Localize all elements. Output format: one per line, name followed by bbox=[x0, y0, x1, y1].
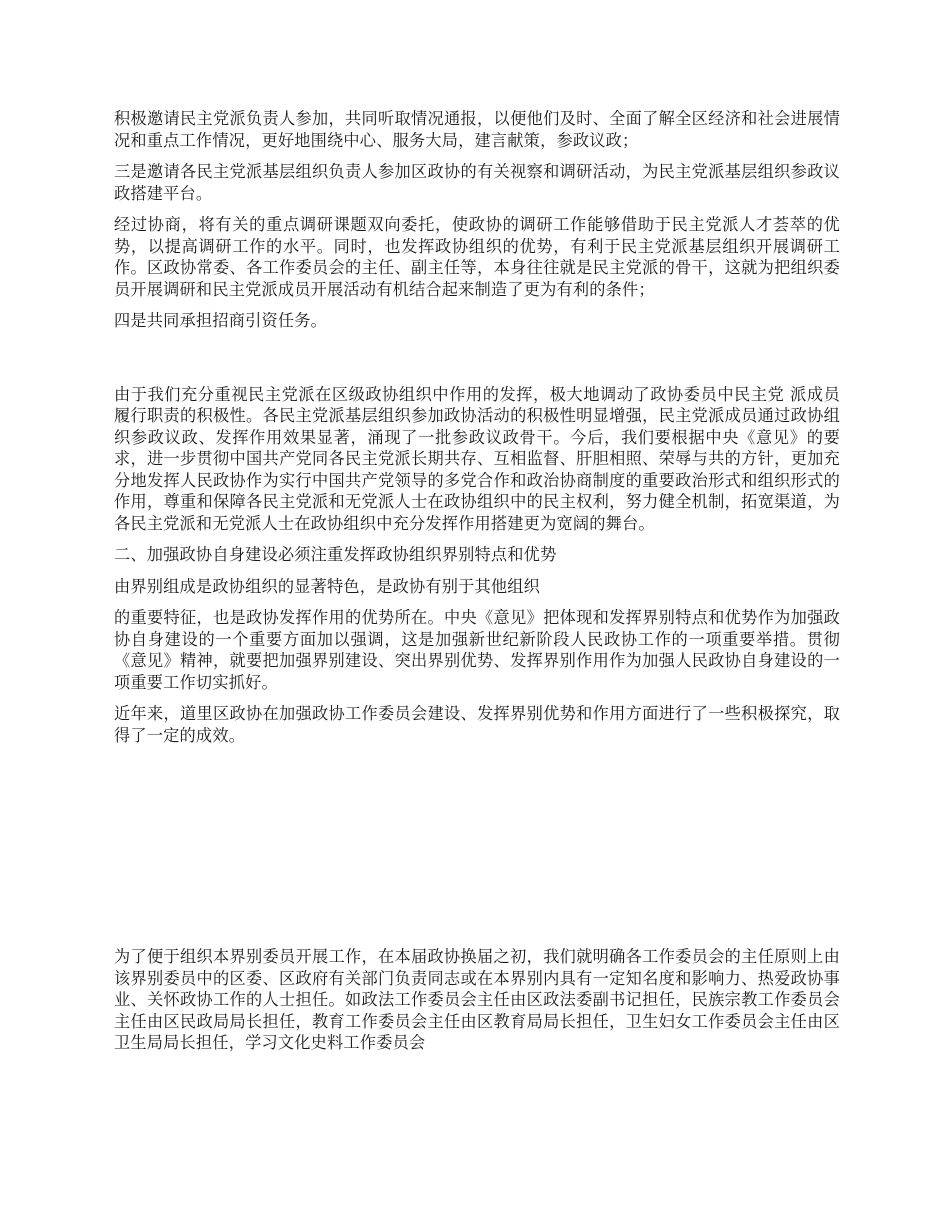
spacer bbox=[114, 300, 840, 310]
paragraph-1: 积极邀请民主党派负责人参加，共同听取情况通报，以便他们及时、全面了解全区经济和社会进展情况和重点工作情况，更好地围绕中心、服务大局，建言献策，参政议政； bbox=[114, 109, 840, 150]
spacer bbox=[114, 746, 840, 946]
paragraph-4: 四是共同承担招商引资任务。 bbox=[114, 311, 328, 330]
section-heading: 二、加强政协自身建设必须注重发挥政协组织界别特点和优势 bbox=[114, 545, 557, 564]
spacer bbox=[114, 151, 840, 161]
spacer bbox=[114, 332, 840, 384]
paragraph-7: 的重要特征，也是政协发挥作用的优势所在。中央《意见》把体现和发挥界别特点和优势作为加强政协自身建设的一个重要方面加以强调，这是加强新世纪新阶段人民政协工作的一项重要举措。贯彻《意见》精神，就要把加强界别建设、突出界别优势、发挥界别作用作为加强人民政协自身建设的一项重要工作切实抓好。 bbox=[114, 608, 840, 692]
spacer bbox=[114, 534, 840, 544]
paragraph-9: 为了便于组织本界别委员开展工作，在本届政协换届之初，我们就明确各工作委员会的主任原则上由该界别委员中的区委、区政府有关部门负责同志或在本界别内具有一定知名度和影响力、热爱政协事业、关怀政协工作的人士担任。如政法工作委员会主任由区政法委副书记担任，民族宗教工作委员会主任由区民政局局长担任，教育工作委员会主任由区教育局局长担任，卫生妇女工作委员会主任由区卫生局局长担任，学习文化史料工作委员会 bbox=[114, 947, 840, 1052]
spacer bbox=[114, 693, 840, 703]
paragraph-8: 近年来，道里区政协在加强政协工作委员会建设、发挥界别优势和作用方面进行了一些积极探究，取得了一定的成效。 bbox=[114, 704, 840, 745]
spacer bbox=[114, 566, 840, 576]
paragraph-2: 三是邀请各民主党派基层组织负责人参加区政协的有关视察和调研活动，为民主党派基层组织参政议政搭建平台。 bbox=[114, 162, 840, 203]
spacer bbox=[114, 204, 840, 214]
spacer bbox=[114, 597, 840, 607]
paragraph-3: 经过协商，将有关的重点调研课题双向委托，使政协的调研工作能够借助于民主党派人才荟萃的优势，以提高调研工作的水平。同时，也发挥政协组织的优势，有利于民主党派基层组织开展调研工作。区政协常委、各工作委员会的主任、副主任等，本身往往就是民主党派的骨干，这就为把组织委员开展调研和民主党派成员开展活动有机结合起来制造了更为有利的条件； bbox=[114, 215, 840, 299]
paragraph-6: 由界别组成是政协组织的显著特色，是政协有别于其他组织 bbox=[114, 576, 541, 596]
document-body bbox=[114, 108, 840, 1054]
paragraph-5: 由于我们充分重视民主党派在区级政协组织中作用的发挥，极大地调动了政协委员中民主党 派成员履行职责的积极性。各民主党派基层组织参加政协活动的积极性明显增强，民主党派成员通过政协组织参政议政、发挥作用效果显著，涌现了一批参政议政骨干。今后，我们要根据中央《意见》的要求，进一步贯彻中国共产党同各民主党派长期共存、互相监督、肝胆相照、荣辱与共的方针，更加充分地发挥人民政协作为实行中国共产党领导的多党合作和政治协商制度的重要政治形式和组织形式的作用，尊重和保障各民主党派和无党派人士在政协组织中的民主权利，努力健全机制，拓宽渠道，为各民主党派和无党派人士在政协组织中充分发挥作用搭建更为宽阔的舞台。 bbox=[114, 384, 840, 533]
